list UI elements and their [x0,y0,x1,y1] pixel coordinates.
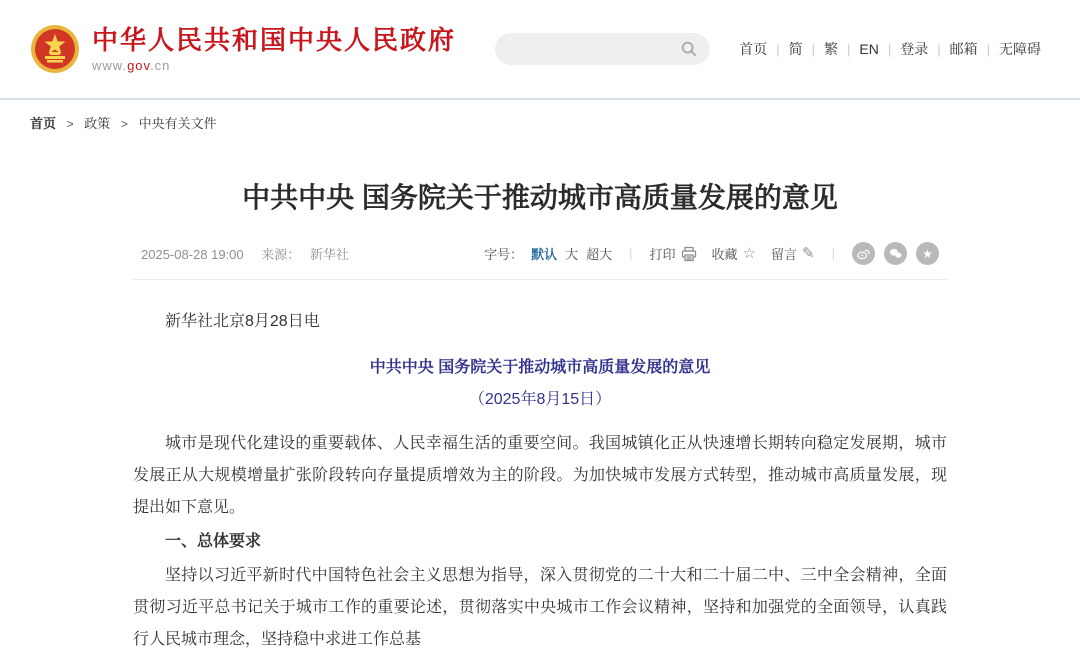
source-label: 来源： [261,247,301,262]
pencil-icon: ✎ [802,245,815,262]
search-input[interactable] [507,40,680,58]
nav-separator: | [846,41,851,57]
fontsize-xlarge-button[interactable]: 超大 [586,247,613,262]
fontsize-label: 字号： [484,247,524,262]
page-title: 中共中央 国务院关于推动城市高质量发展的意见 [242,182,838,213]
search-bar [495,33,710,65]
breadcrumb-central-documents[interactable]: 中央有关文件 [138,116,217,131]
fontsize-control [484,244,612,263]
meta-separator: | [629,246,633,261]
weibo-share-icon[interactable] [852,242,875,265]
site-title: 中华人民共和国中央人民政府 [92,25,457,55]
source-name: 新华社 [309,247,349,262]
nav-separator: | [811,41,815,57]
dateline: 新华社北京8月28日电 [165,313,320,330]
print-button[interactable]: 打印 [650,244,697,263]
document-date: （2025年8月15日） [468,391,612,408]
qzone-share-icon[interactable]: ★ [916,242,939,265]
star-icon: ☆ [742,245,757,262]
national-emblem-icon [30,24,80,74]
document-title: 中共中央 国务院关于推动城市高质量发展的意见 [369,359,711,376]
site-header [0,0,1080,100]
nav-home[interactable]: 首页 [739,41,768,57]
search-icon[interactable] [680,40,698,58]
nav-separator: | [986,41,990,57]
article-meta-left [141,244,349,263]
breadcrumb-separator: > [66,117,74,131]
nav-separator: | [887,41,892,57]
nav-accessibility[interactable]: 无障碍 [999,41,1041,57]
share-buttons [852,242,939,265]
site-logo[interactable] [30,24,456,74]
article-body [133,306,947,656]
nav-separator: | [776,41,780,57]
article-container [133,180,947,656]
breadcrumb-policy[interactable]: 政策 [84,116,111,131]
breadcrumb [0,100,1080,140]
nav-separator: | [937,41,941,57]
comment-button[interactable]: 留言 ✎ [771,245,815,262]
paragraph: 城市是现代化建设的重要载体、人民幸福生活的重要空间。我国城镇化正从快速增长期转向稳定发展期，城市发展正从大规模增量扩张阶段转向存量提质增效为主的阶段。为加快城市发展方式转型，推动城市高质量发展，现提出如下意见。 [133,435,947,516]
nav-login[interactable]: 登录 [900,41,929,57]
publish-datetime: 2025-08-28 19:00 [141,247,244,262]
favorite-button[interactable]: 收藏 ☆ [711,245,757,262]
site-url: www.gov.cn [92,58,171,73]
nav-mailbox[interactable]: 邮箱 [949,41,978,57]
breadcrumb-home[interactable]: 首页 [30,116,57,131]
meta-separator: | [831,246,835,261]
paragraph: 坚持以习近平新时代中国特色社会主义思想为指导，深入贯彻党的二十大和二十届二中、三中全会精神，全面贯彻习近平总书记关于城市工作的重要论述，贯彻落实中央城市工作会议精神，坚持和加强党的全面领导，认真践行人民城市理念，坚持稳中求进工作总基 [133,567,947,648]
breadcrumb-separator: > [120,117,128,131]
nav-simplified[interactable]: 简 [788,41,803,57]
fontsize-large-button[interactable]: 大 [565,247,579,262]
wechat-share-icon[interactable] [884,242,907,265]
top-nav [730,39,1050,59]
printer-icon [681,246,697,262]
nav-traditional[interactable]: 繁 [823,41,838,57]
nav-english[interactable]: EN [859,41,879,57]
section-heading: 一、总体要求 [165,533,262,550]
fontsize-default-button[interactable]: 默认 [531,247,558,262]
article-meta-bar [133,242,947,280]
